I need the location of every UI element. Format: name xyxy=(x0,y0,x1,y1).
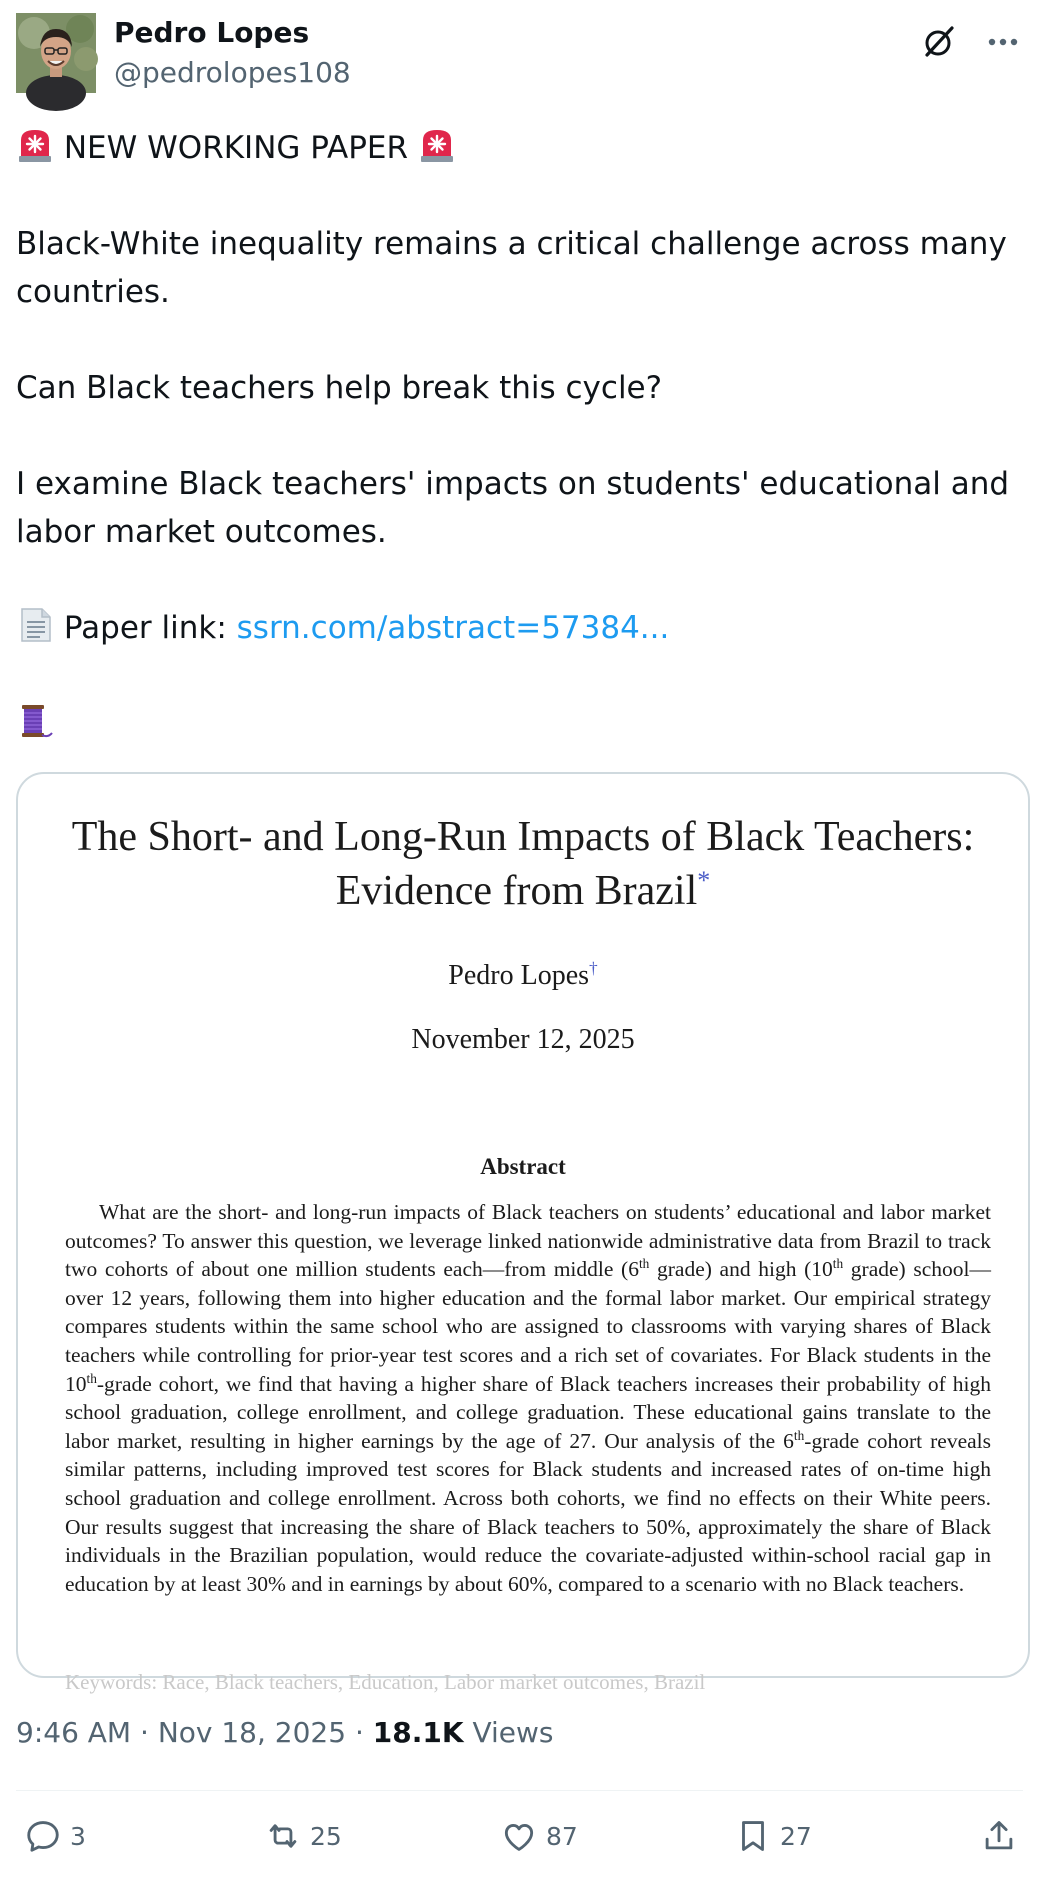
paper-image-card[interactable] xyxy=(16,772,1030,1694)
meta-separator: · xyxy=(140,1716,149,1749)
bookmark-count: 27 xyxy=(780,1821,812,1851)
tweet-line: I examine Black teachers' impacts on students' educational and xyxy=(16,466,1010,502)
like-icon xyxy=(500,1817,538,1855)
paper-link-line xyxy=(16,604,1016,652)
abstract-text: grade) and high (10 xyxy=(649,1257,833,1282)
like-button[interactable] xyxy=(500,1808,578,1864)
superscript: th xyxy=(86,1370,97,1386)
tweet-text xyxy=(16,124,1016,748)
superscript: th xyxy=(793,1427,805,1443)
abstract-heading: Abstract xyxy=(480,1154,566,1179)
tweet-line: labor market outcomes. xyxy=(16,514,387,550)
author-footnote-mark: † xyxy=(589,958,598,978)
cut-off-text: Keywords: Race, Black teachers, Education, Labor market outcomes, Brazil xyxy=(65,1670,706,1694)
share-icon xyxy=(980,1817,1018,1855)
paper-title xyxy=(18,810,1028,918)
abstract-body xyxy=(65,1198,991,1598)
tweet-line: countries. xyxy=(16,274,170,310)
paper-date: November 12, 2025 xyxy=(411,1024,635,1055)
thread-spool-icon xyxy=(16,702,54,740)
tweet-date[interactable]: Nov 18, 2025 xyxy=(157,1716,347,1749)
meta-separator: · xyxy=(354,1716,364,1749)
author-handle[interactable]: @pedrolopes108 xyxy=(114,56,351,89)
tweet-line: Black-White inequality remains a critical challenge across many xyxy=(16,226,1007,262)
abstract-text: -grade cohort, we find that having a higher share of Black teachers increases their probability of high school graduation, college enrollment, and college graduation. These educational gains translate to the labor market, resulting in higher earnings by the age of 27. Our analysis of the 6 xyxy=(65,1371,991,1453)
superscript: th xyxy=(638,1256,650,1272)
bookmark-button[interactable] xyxy=(734,1808,812,1864)
reply-count: 3 xyxy=(70,1821,86,1851)
views-label: Views xyxy=(472,1716,554,1749)
tweet-line: Can Black teachers help break this cycle? xyxy=(16,370,663,406)
like-count: 87 xyxy=(546,1821,578,1851)
abstract-text: -grade cohort reveals similar patterns, including improved test scores for Black students and increased rates of on-time high school graduation and college enrollment. Across both cohorts, we find no effects on their White peers. Our results suggest that increasing the share of Black teachers to 50%, approximately the share of Black individuals in the Brazilian population, would reduce the covariate-adjusted within-school racial gap in education by at least 30% and in earnings by about 60%, compared to a scenario with no Black teachers. xyxy=(65,1428,991,1596)
paper-preview xyxy=(18,774,1028,1694)
share-button[interactable] xyxy=(980,1808,1018,1864)
tweet-time[interactable]: 9:46 AM xyxy=(16,1716,132,1749)
paper-author-name: Pedro Lopes xyxy=(448,960,590,991)
author-block xyxy=(114,14,351,92)
divider xyxy=(16,1790,1023,1791)
reply-icon xyxy=(24,1817,62,1855)
siren-icon xyxy=(16,126,54,164)
thread-line xyxy=(16,700,1016,748)
paper-link-label: Paper link: xyxy=(63,610,227,646)
repost-count: 25 xyxy=(310,1821,342,1851)
author-name[interactable]: Pedro Lopes xyxy=(114,16,310,49)
paper-author xyxy=(18,960,1028,992)
abstract-text: What are the short- and long-run impacts of Black teachers on students’ educational and labor market outcomes? To answer this question, we leverage linked nationwide administrative data from Brazil to track two cohorts of about one million students each—from middle (6 xyxy=(65,1200,991,1282)
headline-text: NEW WORKING PAPER xyxy=(63,130,409,166)
superscript: th xyxy=(832,1256,844,1272)
tweet-meta xyxy=(16,1716,554,1749)
repost-icon xyxy=(264,1817,302,1855)
paper-title-line2: Evidence from Brazil xyxy=(335,868,698,914)
bookmark-icon xyxy=(734,1817,772,1855)
tweet-header xyxy=(16,12,1023,96)
siren-icon xyxy=(418,126,456,164)
more-icon[interactable] xyxy=(983,22,1023,62)
grok-icon[interactable] xyxy=(919,22,959,62)
page-facing-up-icon xyxy=(16,606,54,644)
abstract-text: grade) school—over 12 years, following them into higher education and the formal labor market. Our empirical strategy compares students within the same school who are assigned to classrooms with varying shares of Black teachers while controlling for prior-year test scores and a rich set of covariates. For Black students in the 10 xyxy=(65,1257,991,1396)
avatar[interactable] xyxy=(16,13,96,93)
headline-line xyxy=(16,124,1016,172)
repost-button[interactable] xyxy=(264,1808,342,1864)
views-count: 18.1K xyxy=(372,1716,464,1749)
action-bar xyxy=(16,1808,1023,1864)
paper-link[interactable]: ssrn.com/abstract=57384... xyxy=(236,610,670,646)
reply-button[interactable] xyxy=(24,1808,86,1864)
title-footnote-mark: * xyxy=(697,866,711,895)
paper-title-line1: The Short- and Long-Run Impacts of Black Teachers: xyxy=(71,814,975,860)
